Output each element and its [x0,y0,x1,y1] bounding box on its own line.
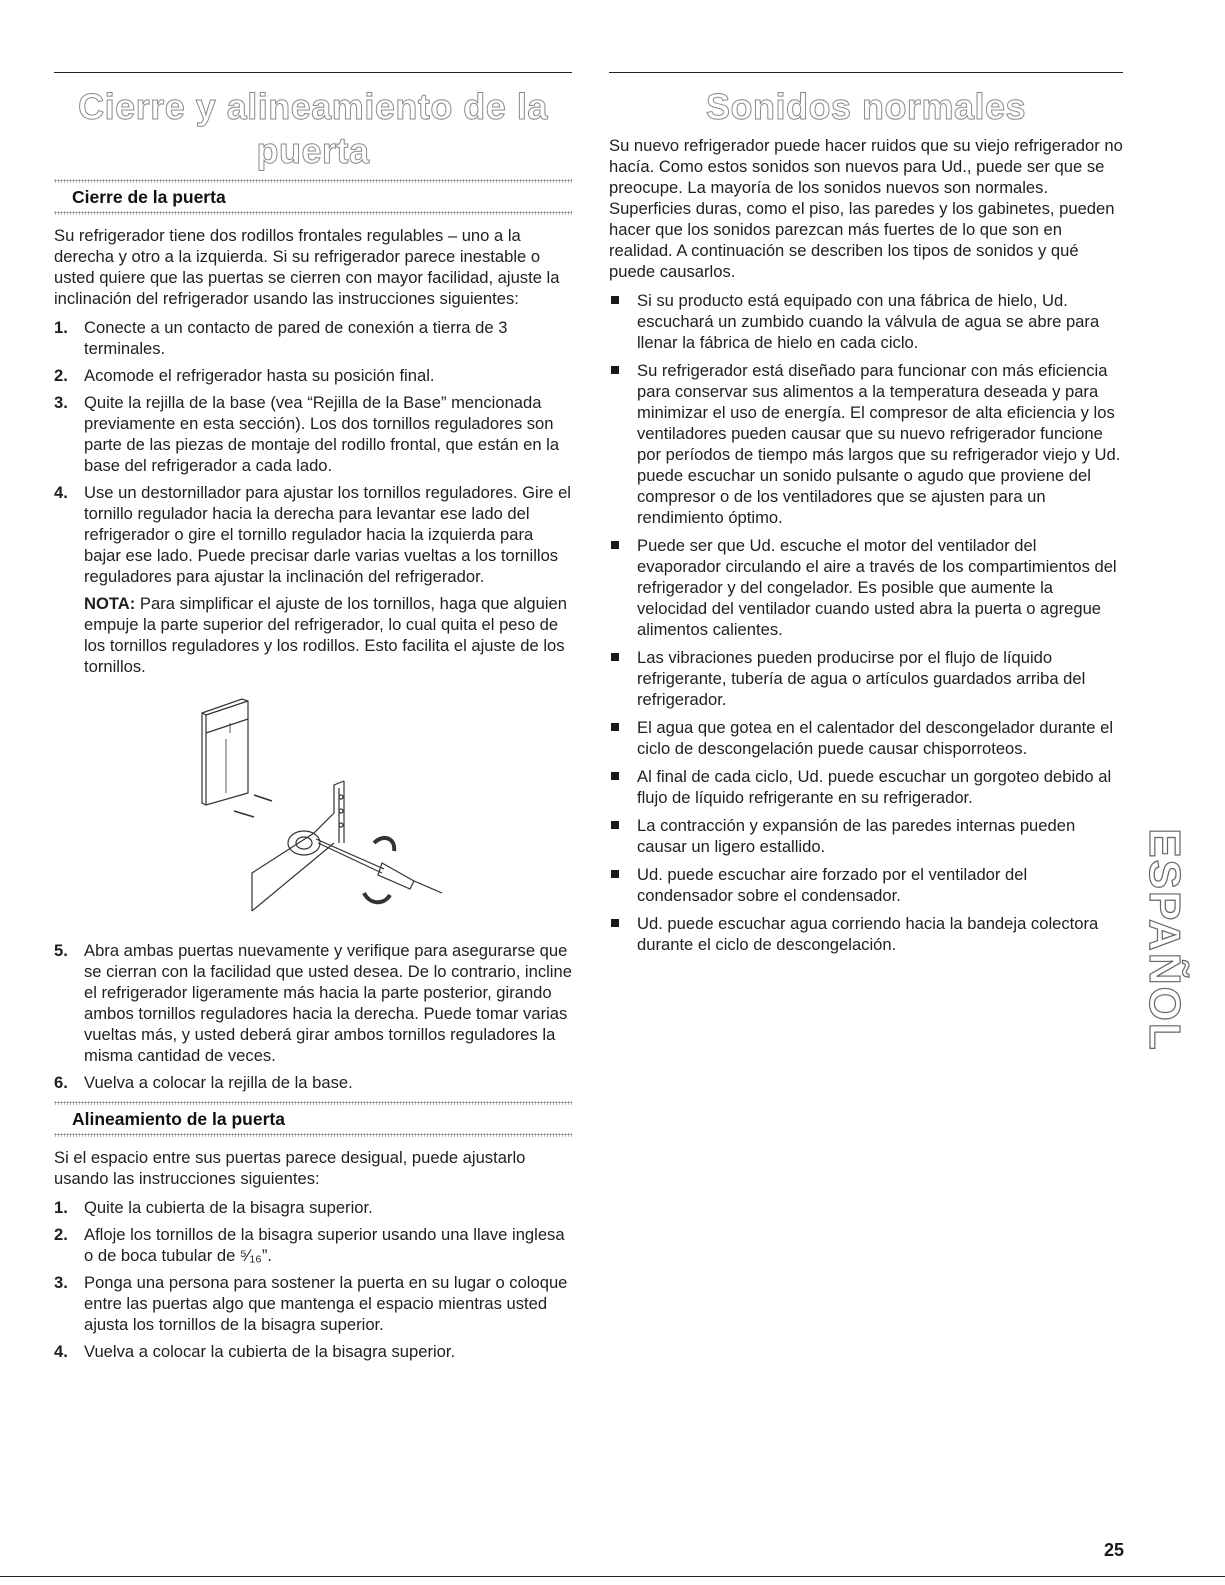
step-text: Afloje los tornillos de la bisagra superior usando una llave inglesa o de boca tubular de ⁵⁄₁₆”. [84,1225,565,1265]
step-text: Conecte a un contacto de pared de conexión a tierra de 3 terminales. [84,318,508,358]
language-side-tab [1128,820,1198,1060]
list-item [609,647,1123,710]
list-item [609,864,1123,906]
bullet-text: Al final de cada ciclo, Ud. puede escuchar un gorgoteo debido al flujo de líquido refrigerante en su refrigerador. [637,767,1112,807]
list-item [609,815,1123,857]
subheading-door-closing: Cierre de la puerta [72,187,226,207]
bottom-rule [0,1576,1225,1577]
sounds-intro: Su nuevo refrigerador puede hacer ruidos que su viejo refrigerador no hacía. Como estos sonidos son nuevos para Ud., puede ser que se preocupe. La mayoría de los sonidos nuevos son normales. Superficies duras, como el piso, las paredes y los gabinetes, pueden hacer que los sonidos parezcan más fuertes de lo que son en realidad. A continuación se describen los tipos de sonidos y qué puede causarlos. [609,136,1123,281]
side-tab-label: ESPAÑOL [1140,828,1189,1052]
bullet-text: Puede ser que Ud. escuche el motor del ventilador del evaporador circulando el aire a través de los compartimientos del refrigerador y del congelador. Es posible que aumente la velocidad del ventilador cuando usted abra la puerta o agregue alimentos calientes. [637,536,1117,639]
bullet-square-icon [611,723,619,731]
left-column [54,72,572,1368]
section-title-sounds: Sonidos normales [705,86,1027,127]
step-number: 5. [54,941,68,960]
note-block [84,593,572,677]
step-text: Vuelva a colocar la rejilla de la base. [84,1073,353,1092]
list-item [54,1341,572,1362]
section-title-door: Cierre y alineamiento de la puerta [78,86,548,171]
bullet-text: Las vibraciones pueden producirse por el flujo de líquido refrigerante, tubería de agua o artículos guardados arriba del refrigerador. [637,648,1086,709]
step-text: Use un destornillador para ajustar los tornillos reguladores. Gire el tornillo regulador hacia la derecha para levantar ese lado del refrigerador o gire el tornillo regulador hacia la izquierda para bajar ese lado. Puede precisar darle varias vueltas a los tornillos reguladores para ajustar la inclinación del refrigerador. [84,483,571,586]
list-item [54,1072,572,1093]
step-number: 2. [54,1225,68,1244]
bullet-text: Ud. puede escuchar agua corriendo hacia la bandeja colectora durante el ciclo de descongelación. [637,914,1099,954]
step-number: 6. [54,1073,68,1092]
list-item [54,317,572,359]
list-item [54,392,572,476]
bullet-square-icon [611,821,619,829]
subheading-door-alignment: Alineamiento de la puerta [72,1109,285,1129]
list-item [609,913,1123,955]
sounds-list [609,290,1123,955]
list-item [54,482,572,677]
step-number: 3. [54,1273,68,1292]
list-item [609,290,1123,353]
bullet-square-icon [611,653,619,661]
closure-steps [54,317,572,677]
alignment-steps [54,1197,572,1362]
bullet-square-icon [611,870,619,878]
step-text: Acomode el refrigerador hasta su posición final. [84,366,435,385]
bullet-square-icon [611,366,619,374]
list-item [54,365,572,386]
step-number: 3. [54,393,68,412]
step-number: 1. [54,318,68,337]
bullet-square-icon [611,772,619,780]
bullet-text: Ud. puede escuchar aire forzado por el ventilador del condensador sobre el condensador. [637,865,1028,905]
list-item [54,940,572,1066]
bullet-text: Si su producto está equipado con una fábrica de hielo, Ud. escuchará un zumbido cuando la válvula de agua se abre para llenar la fábrica de hielo en cada ciclo. [637,291,1100,352]
note-label: NOTA: [84,594,136,613]
closure-steps-continued [54,940,572,1093]
bullet-square-icon [611,919,619,927]
note-text: Para simplificar el ajuste de los tornillos, haga que alguien empuje la parte superior del refrigerador, lo cual quita el peso de los tornillos reguladores y los rodillos. Esto facilita el ajuste de los tornillos. [84,594,567,676]
list-item [609,717,1123,759]
alignment-intro: Si el espacio entre sus puertas parece desigual, puede ajustarlo usando las instrucciones siguientes: [54,1148,526,1188]
step-number: 1. [54,1198,68,1217]
step-text: Ponga una persona para sostener la puerta en su lugar o coloque entre las puertas algo que mantenga el espacio mientras usted ajusta los tornillos de la bisagra superior. [84,1273,568,1334]
top-rule-left [54,72,572,73]
list-item [609,535,1123,640]
refrigerator-leveling-illustration [184,693,474,923]
step-number: 4. [54,1342,68,1361]
list-item [54,1272,572,1335]
right-column [609,72,1123,962]
bullet-square-icon [611,541,619,549]
bullet-text: El agua que gotea en el calentador del descongelador durante el ciclo de descongelación puede causar chisporroteos. [637,718,1114,758]
list-item [609,766,1123,808]
bullet-square-icon [611,296,619,304]
step-text: Quite la rejilla de la base (vea “Rejilla de la Base” mencionada previamente en esta sección). Los dos tornillos reguladores son parte de las piezas de montaje del rodillo frontal, que están en la base del refrigerador a cada lado. [84,393,560,475]
step-number: 2. [54,366,68,385]
page-number: 25 [1103,1540,1124,1560]
top-rule-right [609,72,1123,73]
dotted-divider [54,1133,572,1137]
list-item [54,1224,572,1266]
step-number: 4. [54,483,68,502]
closure-intro: Su refrigerador tiene dos rodillos frontales regulables – uno a la derecha y otro a la izquierda. Si su refrigerador parece inestable o usted quiere que las puertas se cierren con mayor facilidad, ajuste la inclinación del refrigerador usando las instrucciones siguientes: [54,226,560,308]
step-text: Quite la cubierta de la bisagra superior. [84,1198,373,1217]
list-item [54,1197,572,1218]
dotted-divider [54,211,572,215]
bullet-text: Su refrigerador está diseñado para funcionar con más eficiencia para conservar sus alimentos a la temperatura deseada y para minimizar el uso de energía. El compresor de alta eficiencia y los ventiladores pueden causar que su nuevo refrigerador funcione por períodos de tiempo más largos que su refrigerador viejo y Ud. puede escuchar un sonido pulsante o agudo que proviene del compresor o de los ventiladores que se ajusten para un rendimiento óptimo. [637,361,1121,527]
step-text: Vuelva a colocar la cubierta de la bisagra superior. [84,1342,456,1361]
step-text: Abra ambas puertas nuevamente y verifique para asegurarse que se cierran con la facilidad que usted desea. De lo contrario, incline el refrigerador ligeramente más hacia la parte posterior, girando ambos tornillos reguladores hacia la derecha. Puede tomar varias vueltas más, y usted deberá girar ambos tornillos reguladores la misma cantidad de veces. [84,941,572,1065]
list-item [609,360,1123,528]
bullet-text: La contracción y expansión de las paredes internas pueden causar un ligero estallido. [637,816,1076,856]
